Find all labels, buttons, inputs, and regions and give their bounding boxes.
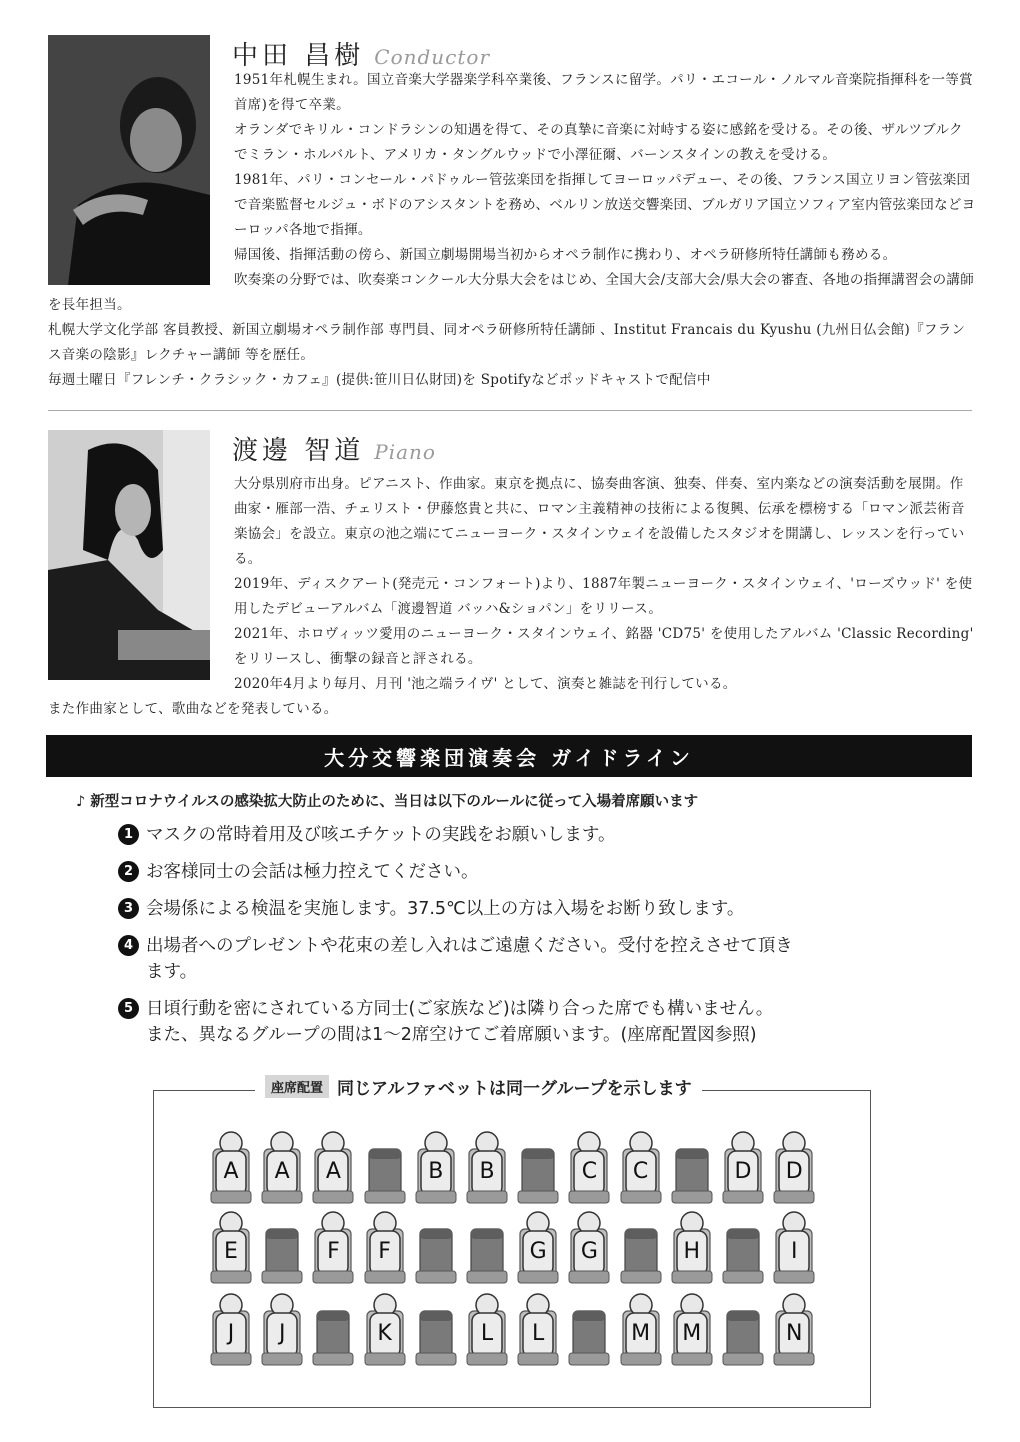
seat-group-letter: A (223, 1159, 239, 1184)
seating-tag: 座席配置 (265, 1075, 329, 1098)
empty-seat (363, 1129, 407, 1207)
occupied-seat (516, 1291, 560, 1369)
conductor-bio (48, 68, 976, 393)
seat-group-letter: F (378, 1239, 391, 1264)
occupied-seat (260, 1129, 304, 1207)
occupied-seat (465, 1129, 509, 1207)
rule-text: 会場係による検温を実施します。37.5℃以上の方は入場をお断り致します。 (146, 899, 745, 919)
rule-item (118, 822, 938, 848)
seat-group-letter: A (325, 1159, 341, 1184)
pianist-bio-para: 2021年、ホロヴィッツ愛用のニューヨーク・スタインウェイ、銘器 'CD75' を使用したアルバム 'Classic Recording' をリリースし、衝撃の録音と評される。 (234, 626, 974, 667)
seat-group-letter: C (632, 1159, 649, 1184)
pianist-bio-para: 2019年、ディスクアート(発売元・コンフォート)より、1887年製ニューヨーク・スタインウェイ、'ローズウッド' を使用したデビューアルバム「渡邊智道 バッハ&ショパン」をリリース。 (234, 576, 973, 617)
pianist-bio-para: また作曲家として、歌曲などを発表している。 (48, 701, 338, 717)
occupied-seat (619, 1129, 663, 1207)
rule-item (118, 896, 938, 922)
guideline-title: 大分交響楽団演奏会 ガイドライン (46, 735, 972, 777)
seat-group-letter: N (785, 1321, 803, 1346)
occupied-seat (772, 1209, 816, 1287)
empty-seat (516, 1129, 560, 1207)
occupied-seat (209, 1129, 253, 1207)
occupied-seat (311, 1209, 355, 1287)
guideline-intro: ♪ 新型コロナウイルスの感染拡大防止のために、当日は以下のルールに従って入場着席願います (76, 794, 699, 810)
occupied-seat (363, 1209, 407, 1287)
empty-seat (414, 1209, 458, 1287)
seat-group-letter: C (581, 1159, 598, 1184)
occupied-seat (209, 1209, 253, 1287)
occupied-seat (567, 1209, 611, 1287)
empty-seat (670, 1129, 714, 1207)
pianist-name: 渡邊 智道 (232, 436, 365, 466)
occupied-seat (567, 1129, 611, 1207)
rule-number-badge: 4 (118, 935, 139, 956)
conductor-bio-para: 1951年札幌生まれ。国立音楽大学器楽学科卒業後、フランスに留学。パリ・エコール・ノルマル音楽院指揮科を一等賞首席)を得て卒業。 (234, 72, 973, 113)
conductor-bio-para: 札幌大学文化学部 客員教授、新国立劇場オペラ制作部 専門員、同オペラ研修所特任講師 、Institut Francais du Kyushu (九州日仏会館)『フランス音楽の陰影』レクチャー講師 等を歴任。 (48, 322, 966, 363)
rule-number-badge: 1 (118, 824, 139, 845)
conductor-bio-para: 吹奏楽の分野では、吹奏楽コンクール大分県大会をはじめ、全国大会/支部大会/県大会の審査、各地の指揮講習会の講師を長年担当。 (48, 272, 975, 313)
section-divider (48, 410, 972, 411)
occupied-seat (721, 1129, 765, 1207)
rule-item (118, 859, 938, 885)
rule-text: 出場者へのプレゼントや花束の差し入れはご遠慮ください。受付を控えさせて頂き ます。 (146, 936, 793, 982)
occupied-seat (670, 1291, 714, 1369)
rule-item (118, 933, 938, 985)
empty-seat (721, 1209, 765, 1287)
seat-group-letter: F (327, 1239, 340, 1264)
occupied-seat (670, 1209, 714, 1287)
occupied-seat (619, 1291, 663, 1369)
seat-group-letter: D (734, 1159, 752, 1184)
conductor-bio-para: 1981年、パリ・コンセール・パドゥルー管弦楽団を指揮してヨーロッパデュー、その後、フランス国立リヨン管弦楽団で音楽監督セルジュ・ボドのアシスタントを務め、ベルリン放送交響楽団、ブルガリア国立ソフィア室内管弦楽団などヨーロッパ各地で指揮。 (234, 172, 976, 238)
seat-group-letter: B (479, 1159, 495, 1184)
empty-seat (311, 1291, 355, 1369)
seat-group-letter: G (580, 1239, 598, 1264)
seat-group-letter: L (480, 1321, 494, 1346)
occupied-seat (260, 1291, 304, 1369)
pianist-bio (48, 472, 976, 722)
seat-group-letter: A (274, 1159, 290, 1184)
seating-chart (153, 1090, 871, 1408)
pianist-role: Piano (374, 440, 436, 464)
occupied-seat (209, 1291, 253, 1369)
occupied-seat (516, 1209, 560, 1287)
empty-seat (465, 1209, 509, 1287)
seat-group-letter: E (224, 1239, 238, 1264)
occupied-seat (414, 1129, 458, 1207)
rule-text: マスクの常時着用及び咳エチケットの実践をお願いします。 (146, 825, 616, 845)
occupied-seat (465, 1291, 509, 1369)
empty-seat (619, 1209, 663, 1287)
seat-group-letter: J (278, 1321, 286, 1346)
conductor-bio-para: 帰国後、指揮活動の傍ら、新国立劇場開場当初からオペラ制作に携わり、オペラ研修所特任講師も務める。 (234, 247, 897, 263)
seating-header (255, 1074, 702, 1099)
occupied-seat (363, 1291, 407, 1369)
pianist-bio-para: 大分県別府市出身。ピアニスト、作曲家。東京を拠点に、協奏曲客演、独奏、伴奏、室内楽などの演奏活動を展開。作曲家・雁部一浩、チェリスト・伊藤悠貴と共に、ロマン主義精神の技術による復興、伝承を標榜する「ロマン派芸術音楽協会」を設立。東京の池之端にてニューヨーク・スタインウェイを設備したスタジオを開講し、レッスンを行っている。 (234, 476, 965, 567)
seat-group-letter: I (790, 1239, 798, 1264)
rule-number-badge: 2 (118, 861, 139, 882)
rule-text: お客様同士の会話は極力控えてください。 (146, 862, 479, 882)
conductor-bio-para: オランダでキリル・コンドラシンの知遇を得て、その真摯に音楽に対峙する姿に感銘を受ける。その後、ザルツブルクでミラン・ホルバルト、アメリカ・タングルウッドで小澤征爾、バーンスタインの教えを受ける。 (234, 122, 963, 163)
seat-group-letter: J (227, 1321, 235, 1346)
conductor-role: Conductor (374, 45, 491, 69)
rule-item (118, 996, 938, 1048)
seating-caption: 同じアルファベットは同一グループを示します (337, 1079, 692, 1099)
seat-group-letter: H (683, 1239, 701, 1264)
empty-seat (414, 1291, 458, 1369)
occupied-seat (772, 1129, 816, 1207)
seat-group-letter: M (682, 1321, 702, 1346)
empty-seat (567, 1291, 611, 1369)
empty-seat (721, 1291, 765, 1369)
occupied-seat (772, 1291, 816, 1369)
seat-group-letter: K (377, 1321, 392, 1346)
rule-number-badge: 5 (118, 998, 139, 1019)
rule-number-badge: 3 (118, 898, 139, 919)
conductor-name: 中田 昌樹 (232, 41, 365, 71)
conductor-bio-para: 毎週土曜日『フレンチ・クラシック・カフェ』(提供:笹川日仏財団)を Spotifyなどポッドキャストで配信中 (48, 372, 711, 388)
rule-text: 日頃行動を密にされている方同士(ご家族など)は隣り合った席でも構いません。 また、異なるグループの間は1～2席空けてご着席願います。(座席配置図参照) (146, 999, 774, 1045)
pianist-bio-para: 2020年4月より毎月、月刊 '池之端ライヴ' として、演奏と雑誌を刊行している。 (234, 676, 737, 692)
seat-group-letter: M (631, 1321, 651, 1346)
seat-group-letter: D (785, 1159, 803, 1184)
seat-group-letter: G (529, 1239, 547, 1264)
empty-seat (260, 1209, 304, 1287)
seat-group-letter: B (428, 1159, 444, 1184)
seat-group-letter: L (532, 1321, 545, 1346)
occupied-seat (311, 1129, 355, 1207)
guideline-rules (118, 822, 938, 1059)
